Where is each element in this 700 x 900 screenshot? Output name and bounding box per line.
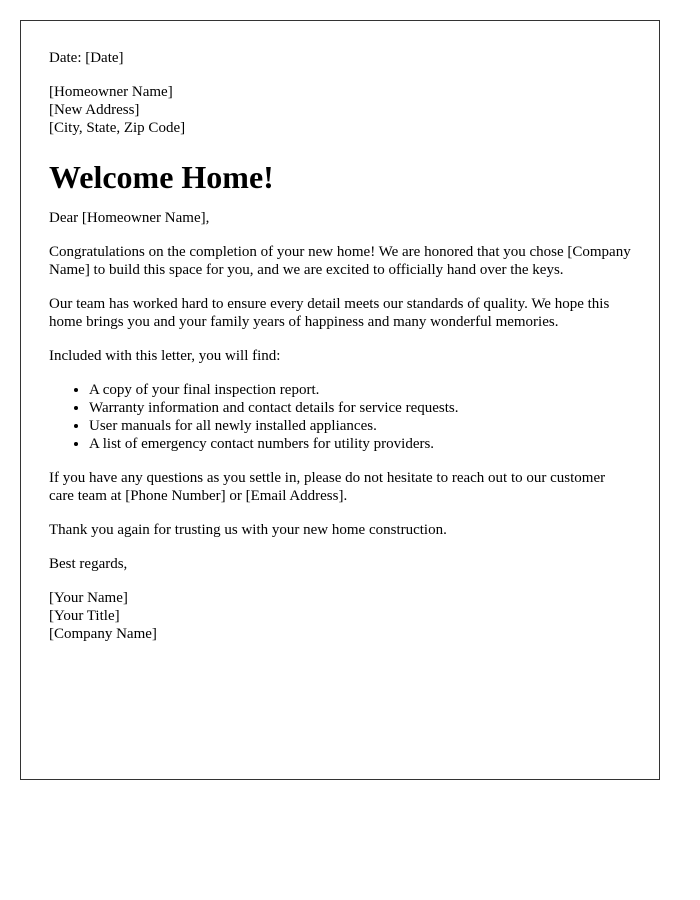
- signature-title: [Your Title]: [49, 608, 120, 624]
- letter: [20, 20, 660, 780]
- date-line: Date: [Date]: [49, 50, 124, 66]
- signature-block: [49, 589, 631, 643]
- recipient-address: [49, 83, 631, 137]
- recipient-street: [New Address]: [49, 102, 140, 118]
- paragraph-questions: If you have any questions as you settle in, please do not hesitate to reach out to our customer care team at [Phone Number] or [Email Address].: [49, 470, 606, 504]
- letter-title: Welcome Home!: [49, 159, 274, 195]
- signature-company: [Company Name]: [49, 626, 157, 642]
- sign-off: Best regards,: [49, 556, 128, 572]
- paragraph-included: Included with this letter, you will find:: [49, 348, 281, 364]
- signature-name: [Your Name]: [49, 590, 128, 606]
- recipient-city-state-zip: [City, State, Zip Code]: [49, 120, 186, 136]
- paragraph-congratulations: Congratulations on the completion of your new home! We are honored that you chose [Company Name] to build this space for you, and we are excited to officially hand over the keys.: [49, 244, 631, 278]
- included-items-list: [49, 381, 631, 453]
- recipient-name: [Homeowner Name]: [49, 84, 173, 100]
- paragraph-quality: Our team has worked hard to ensure every detail meets our standards of quality. We hope this home brings you and your family years of happiness and many wonderful memories.: [49, 296, 610, 330]
- list-item: • A copy of your final inspection report.: [89, 381, 631, 399]
- salutation: Dear [Homeowner Name],: [49, 210, 210, 226]
- list-item: • A list of emergency contact numbers for utility providers.: [89, 435, 631, 453]
- paragraph-thank-you: Thank you again for trusting us with your new home construction.: [49, 522, 447, 538]
- list-item: • User manuals for all newly installed appliances.: [89, 417, 631, 435]
- list-item: • Warranty information and contact details for service requests.: [89, 399, 631, 417]
